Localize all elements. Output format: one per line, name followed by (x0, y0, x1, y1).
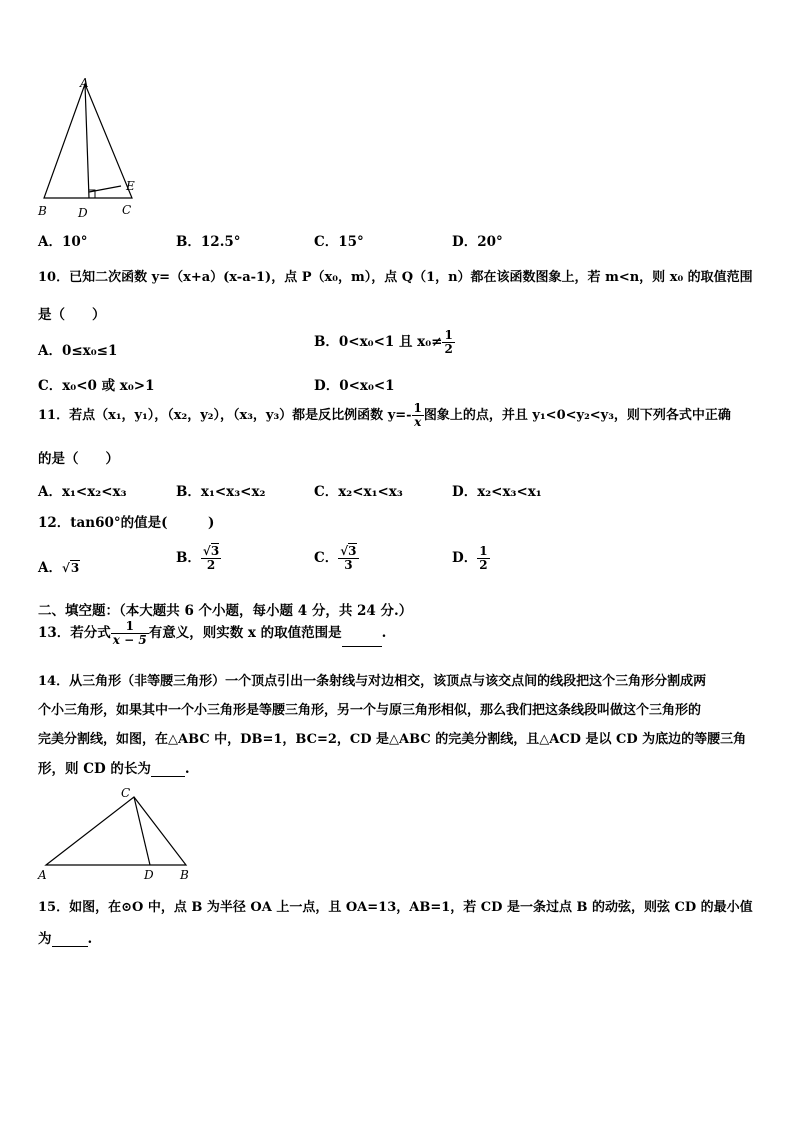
fig1-label-b: B (38, 204, 47, 218)
q14-stem-line4-pre: 形，则 CD 的长为 (38, 761, 151, 777)
q9-option-d[interactable]: D．20° (452, 234, 503, 250)
q15-answer-blank[interactable] (52, 946, 88, 947)
q11-option-c[interactable]: C．x₂<x₁<x₃ (314, 484, 403, 500)
q12-option-c-fraction: $\frac{√3}{3}$ (340, 544, 357, 572)
q13-stem-end: . (381, 625, 387, 641)
q11-stem-line1 (38, 402, 731, 429)
q10-option-c[interactable]: C．x₀<0 或 x₀>1 (38, 378, 155, 394)
q12-option-b[interactable] (176, 545, 221, 572)
q12-option-c[interactable] (314, 545, 359, 572)
q12-stem: 12．tan60°的值是( ) (38, 515, 215, 531)
figure-triangle-abc-altitude (30, 76, 140, 221)
fig2-label-c: C (121, 786, 131, 800)
q12-option-d-label: D． (452, 550, 478, 566)
q12-option-a-label: A． (38, 560, 62, 576)
q11-option-a[interactable]: A．x₁<x₂<x₃ (38, 484, 127, 500)
q11-stem-line2: 的是（ ） (38, 451, 119, 467)
q14-answer-blank[interactable] (151, 776, 185, 777)
q11-stem-pre: 11．若点（x₁，y₁），（x₂，y₂），（x₃，y₃）都是反比例函数 y=- (38, 408, 412, 423)
q15-stem-line1: 15．如图，在⊙O 中，点 B 为半径 OA 上一点，且 OA=13，AB=1，若 CD 是一条过点 B 的动弦，则弦 CD 的最小值 (38, 900, 753, 915)
q10-stem-line1: 10．已知二次函数 y=（x+a）(x-a-1)，点 P（x₀，m），点 Q（1，n）都在该函数图象上，若 m<n，则 x₀ 的取值范围 (38, 270, 753, 285)
section-2-heading: 二、填空题：（本大题共 6 个小题，每小题 4 分，共 24 分.） (38, 603, 413, 619)
q14-stem-line4 (38, 757, 190, 777)
fig1-label-e: E (126, 179, 135, 193)
q15-stem-line2 (38, 927, 92, 947)
q12-option-b-label: B． (176, 550, 201, 566)
q14-stem-line4-end: . (184, 761, 190, 777)
q10-option-b-fraction: $\frac{1}{2}$ (444, 328, 453, 356)
fig1-label-d: D (78, 206, 88, 220)
q14-stem-line2: 个小三角形，如果其中一个小三角形是等腰三角形，另一个与原三角形相似，那么我们把这条线段叫做这个三角形的 (38, 703, 702, 718)
q9-option-b[interactable]: B．12.5° (176, 234, 241, 250)
q13-stem-pre: 13．若分式 (38, 625, 111, 641)
q10-option-d[interactable]: D．0<x₀<1 (314, 378, 395, 394)
q10-option-b-text: B．0<x₀<1 且 x₀≠ (314, 334, 443, 350)
fig1-label-a: A (80, 76, 89, 90)
q14-stem-line3: 完美分割线，如图，在△ABC 中，DB=1，BC=2，CD 是△ABC 的完美分割线，且△ACD 是以 CD 为底边的等腰三角 (38, 732, 747, 747)
q12-option-a-sqrt: √3 (61, 561, 80, 575)
q13-stem (38, 620, 386, 647)
q10-stem-line2: 是（ ） (38, 307, 106, 323)
q12-option-d[interactable] (452, 545, 490, 572)
q10-option-a[interactable]: A．0≤x₀≤1 (38, 343, 118, 359)
q13-answer-blank[interactable] (342, 646, 382, 647)
q12-option-d-fraction: $\frac{1}{2}$ (479, 544, 488, 572)
q9-option-a[interactable]: A．10° (38, 234, 88, 250)
fig1-label-c: C (122, 203, 132, 217)
q13-fraction: $\frac{1}{x - 5}$ (112, 619, 147, 647)
q15-stem-line2-pre: 为 (38, 931, 52, 947)
q9-option-c[interactable]: C．15° (314, 234, 364, 250)
q11-fraction: $\frac{1}{x}$ (413, 401, 422, 429)
fig2-label-a: A (38, 868, 47, 882)
q12-option-a[interactable] (38, 556, 80, 576)
q12-option-c-label: C． (314, 550, 339, 566)
q12-option-b-fraction: $\frac{√3}{2}$ (202, 544, 220, 572)
q10-option-b[interactable] (314, 329, 455, 356)
q15-stem-line2-end: . (87, 931, 93, 947)
q13-stem-post: 有意义，则实数 x 的取值范围是 (148, 625, 342, 641)
q11-stem-post: 图象上的点，并且 y₁<0<y₂<y₃，则下列各式中正确 (423, 408, 731, 423)
fig2-label-b: B (180, 868, 189, 882)
q11-option-b[interactable]: B．x₁<x₃<x₂ (176, 484, 266, 500)
q11-option-d[interactable]: D．x₂<x₃<x₁ (452, 484, 542, 500)
q14-stem-line1: 14．从三角形（非等腰三角形）一个顶点引出一条射线与对边相交，该顶点与该交点间的线段把这个三角形分割成两 (38, 674, 707, 689)
fig2-label-d: D (144, 868, 154, 882)
figure-triangle-abc-segment-cd (30, 783, 195, 883)
